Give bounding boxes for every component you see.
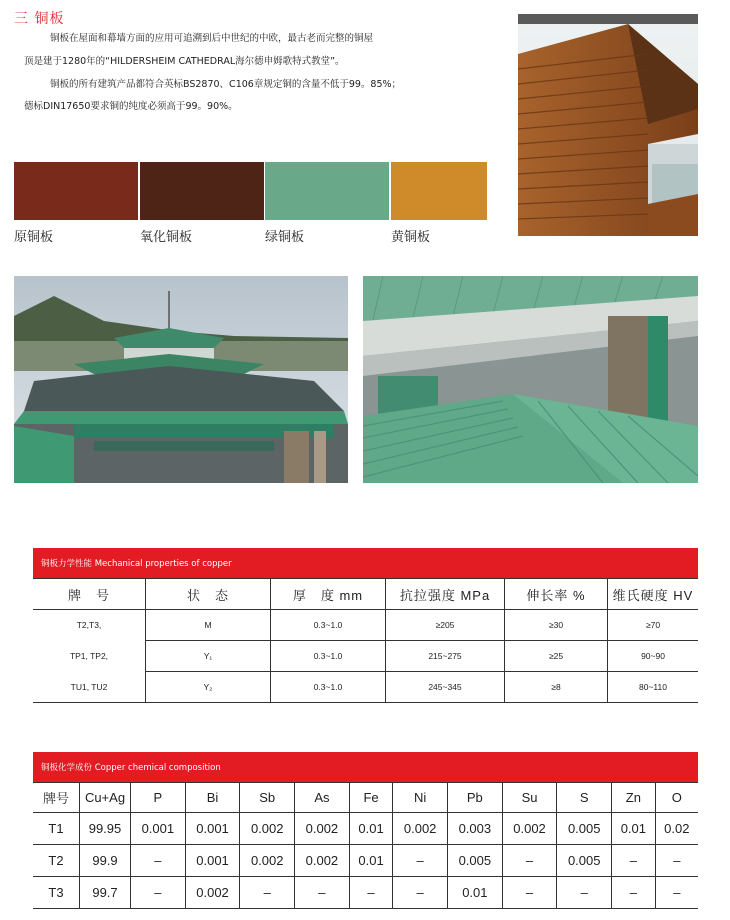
table-cell: T3 [33,877,80,909]
intro-line-2: 顶是建于1280年的“HILDERSHEIM CATHEDRAL海尔德申姆歌特式教堂”。 [24,56,345,67]
col-header: Ni [393,783,448,813]
col-header: Bi [185,783,240,813]
table-cell: 0.01 [612,813,656,845]
col-header: As [295,783,350,813]
swatch-raw-copper [14,162,138,220]
table-cell: 0.001 [185,845,240,877]
table-cell: 0.01 [349,845,393,877]
col-header-hardness: 维氏硬度 HV [608,579,699,610]
table-cell: 90~90 [608,641,699,672]
table-cell: 0.003 [448,813,503,845]
table-cell: 99.9 [80,845,131,877]
table-cell: 245~345 [386,672,505,703]
table-cell: 0.3~1.0 [271,672,386,703]
col-header-thickness: 厚 度 mm [271,579,386,610]
copper-facade-photo [518,14,698,236]
swatch-green-copper [265,162,389,220]
swatch-label-raw: 原铜板 [14,230,54,245]
table-row [33,877,698,909]
col-header-tensile: 抗拉强度 MPa [386,579,505,610]
intro-line-3: 铜板的所有建筑产品都符合英标BS2870、C106章规定铜的含量不低于99。85%； [50,79,402,90]
table-cell: 0.02 [655,813,698,845]
mechanical-properties-table [33,578,698,703]
col-header: Cu+Ag [80,783,131,813]
col-header: Pb [448,783,503,813]
intro-line-4: 德标DIN17650要求铜的纯度必须高于99。90%。 [24,101,238,112]
table-cell: – [131,845,186,877]
table-cell: – [131,877,186,909]
col-header: Zn [612,783,656,813]
table-cell: 0.001 [131,813,186,845]
col-header: Su [502,783,557,813]
mechanical-table-title: 铜板力学性能 Mechanical properties of copper [33,548,698,578]
table-cell: 215~275 [386,641,505,672]
grade-cell: TP1, TP2, [33,641,146,672]
table-row [33,813,698,845]
table-cell: 0.002 [295,813,350,845]
col-header-grade: 牌 号 [33,579,146,610]
table-row [33,641,698,672]
col-header: O [655,783,698,813]
table-cell: 0.005 [557,845,612,877]
table-cell: 0.3~1.0 [271,610,386,641]
table-cell: – [295,877,350,909]
table-cell: ≥70 [608,610,699,641]
table-cell: 0.001 [185,813,240,845]
table-cell: M [146,610,271,641]
col-header: Sb [240,783,295,813]
grade-cell: TU1, TU2 [33,672,146,703]
table-row [33,845,698,877]
table-cell: 99.95 [80,813,131,845]
section-title: 三 铜板 [14,11,65,27]
table-cell: – [349,877,393,909]
table-cell: 0.01 [448,877,503,909]
chemical-composition-table [33,782,698,909]
table-cell: T2 [33,845,80,877]
table-cell: 0.002 [295,845,350,877]
table-cell: 0.002 [185,877,240,909]
col-header: 牌号 [33,783,80,813]
table-cell: ≥30 [505,610,608,641]
swatch-label-oxidized: 氧化铜板 [140,230,193,245]
grade-cell: T2,T3, [33,610,146,641]
table-cell: 0.002 [393,813,448,845]
col-header: S [557,783,612,813]
table-cell: 0.002 [240,845,295,877]
table-cell: 0.002 [502,813,557,845]
table-cell: – [655,877,698,909]
table-cell: – [502,877,557,909]
table-cell: ≥25 [505,641,608,672]
table-cell: – [502,845,557,877]
roof-detail-photo [363,276,698,483]
table-cell: 0.005 [557,813,612,845]
table-cell: Y₁ [146,641,271,672]
table-cell: 99.7 [80,877,131,909]
table-cell: – [612,877,656,909]
swatch-oxidized-copper [140,162,264,220]
swatch-label-green: 绿铜板 [265,230,305,245]
table-cell: ≥8 [505,672,608,703]
table-cell: 0.005 [448,845,503,877]
col-header: P [131,783,186,813]
table-cell: – [557,877,612,909]
table-cell: Y₂ [146,672,271,703]
table-row [33,610,698,641]
swatch-yellow-copper [391,162,487,220]
table-row [33,672,698,703]
pavilion-roof-photo [14,276,348,483]
table-cell: – [393,877,448,909]
col-header: Fe [349,783,393,813]
col-header-state: 状 态 [146,579,271,610]
table-cell: 0.002 [240,813,295,845]
col-header-elongation: 伸长率 % [505,579,608,610]
table-header-row [33,783,698,813]
table-cell: – [612,845,656,877]
chemical-table-title: 铜板化学成份 Copper chemical composition [33,752,698,782]
table-cell: – [393,845,448,877]
table-cell: ≥205 [386,610,505,641]
table-header-row [33,579,698,610]
table-cell: 0.01 [349,813,393,845]
table-cell: – [655,845,698,877]
table-cell: 0.3~1.0 [271,641,386,672]
table-cell: – [240,877,295,909]
table-cell: 80~110 [608,672,699,703]
intro-line-1: 铜板在屋面和幕墙方面的应用可追溯到后中世纪的中欧，最古老而完整的铜屋 [50,33,374,44]
swatch-label-yellow: 黄铜板 [391,230,431,245]
table-cell: T1 [33,813,80,845]
